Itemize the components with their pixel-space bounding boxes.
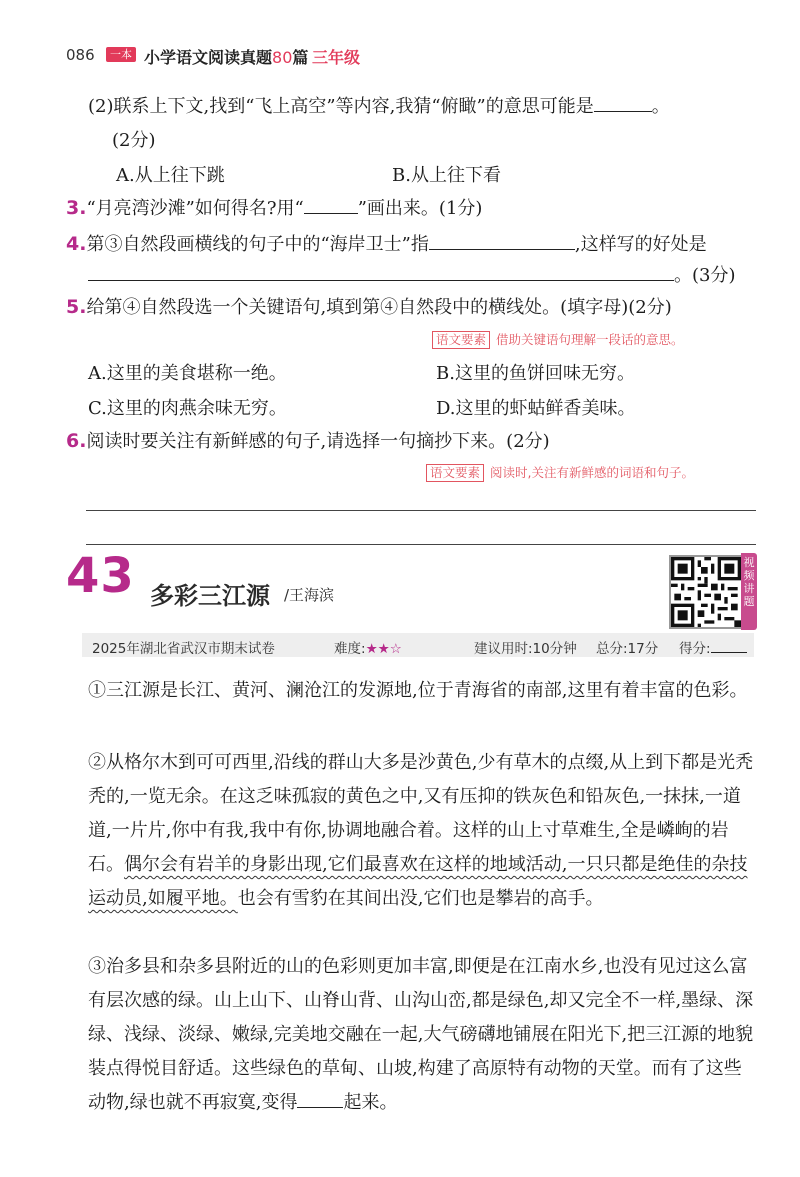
book-title-num: 80 bbox=[272, 48, 293, 67]
option-b: B.从上往下看 bbox=[392, 165, 501, 186]
skill-tag-label: 语文要素 bbox=[432, 331, 490, 349]
qr-code-icon[interactable] bbox=[669, 555, 743, 629]
question-number: 4. bbox=[66, 233, 87, 255]
skill-tag-text: 阅读时,关注有新鲜感的词语和句子。 bbox=[490, 465, 694, 480]
exam-source: 2025年湖北省武汉市期末试卷 bbox=[92, 641, 275, 657]
question-4-text-a: 第③自然段画横线的句子中的“海岸卫士”指 bbox=[86, 234, 429, 255]
question-4-end: 。(3分) bbox=[674, 265, 736, 286]
question-number: 5. bbox=[66, 296, 87, 318]
book-title-b: 篇 bbox=[292, 48, 309, 67]
option-b: B.这里的鱼饼回味无穷。 bbox=[436, 363, 635, 384]
paragraph-3 bbox=[88, 950, 758, 1120]
lesson-author: /王海滨 bbox=[284, 586, 335, 604]
question-6 bbox=[66, 427, 550, 453]
paragraph-1: ①三江源是长江、黄河、澜沧江的发源地,位于青海省的南部,这里有着丰富的色彩。 bbox=[88, 680, 748, 701]
paragraph-2-text-a: ②从格尔木到可可西里,沿线的群山大多是沙黄色,少有草木的点缀,从上到下都是光秃秃的,一览无余。在这乏味孤寂的黄色之中,又有压抑的铁灰色和铅灰色,一抹抹,一道道,一片片,你中有我,我中有你,协调地融合着。这样的山上寸草难生,全是嶙峋的岩石。 bbox=[88, 752, 754, 875]
paragraph-2-text-b: 也会有雪豹在其间出没,它们也是攀岩的高手。 bbox=[237, 888, 604, 909]
question-4-text-b: ,这样写的好处是 bbox=[574, 234, 707, 255]
option-a: A.从上往下跳 bbox=[116, 165, 225, 186]
question-number: 6. bbox=[66, 430, 87, 452]
underline-mark bbox=[304, 195, 358, 214]
suggested-time: 建议用时:10分钟 bbox=[474, 641, 577, 657]
option-a: A.这里的美食堪称一绝。 bbox=[88, 363, 287, 384]
paragraph-2 bbox=[88, 746, 758, 916]
answer-blank[interactable] bbox=[594, 93, 652, 112]
question-4 bbox=[66, 230, 707, 256]
answer-line[interactable] bbox=[86, 510, 756, 511]
answer-blank[interactable] bbox=[88, 262, 674, 281]
grade-label: 三年级 bbox=[312, 48, 361, 67]
page-number: 086 bbox=[66, 46, 95, 64]
book-title bbox=[144, 45, 308, 68]
question-6-text: 阅读时要关注有新鲜感的句子,请选择一句摘抄下来。(2分) bbox=[86, 431, 550, 452]
score-field bbox=[679, 637, 747, 657]
paragraph-3-text-b: 起来。 bbox=[343, 1092, 398, 1113]
difficulty-label: 难度: bbox=[334, 641, 366, 657]
question-number: 3. bbox=[66, 197, 87, 219]
lesson-number: 43 bbox=[66, 548, 135, 604]
question-3-text-b: ”画出来。(1分) bbox=[357, 198, 483, 219]
question-2-2-score: (2分) bbox=[112, 130, 156, 151]
skill-tag-text: 借助关键语句理解一段话的意思。 bbox=[496, 332, 684, 347]
question-3 bbox=[66, 194, 482, 220]
question-2-2-end: 。 bbox=[651, 96, 670, 117]
answer-line[interactable] bbox=[86, 544, 756, 545]
question-2-2 bbox=[88, 92, 670, 118]
question-2-2-text: (2)联系上下文,找到“飞上高空”等内容,我猜“俯瞰”的意思可能是 bbox=[88, 96, 594, 117]
total-score: 总分:17分 bbox=[596, 641, 659, 657]
option-d: D.这里的虾蛄鲜香美味。 bbox=[436, 398, 636, 419]
publisher-logo: 一本 bbox=[106, 47, 136, 62]
option-c: C.这里的肉燕余味无穷。 bbox=[88, 398, 287, 419]
difficulty bbox=[334, 637, 402, 657]
answer-blank[interactable] bbox=[429, 231, 575, 250]
answer-blank[interactable] bbox=[297, 1089, 343, 1108]
skill-tag-label: 语文要素 bbox=[426, 464, 484, 482]
wavy-underlined-sentence: 偶尔会有岩羊的身影出现,它们最喜欢在这样的地域活动,一只只都是绝佳的杂技运动员,如履平地。 bbox=[88, 854, 748, 909]
paragraph-3-text-a: ③治多县和杂多县附近的山的色彩则更加丰富,即便是在江南水乡,也没有见过这么富有层次感的绿。山上山下、山脊山背、山沟山峦,都是绿色,却又完全不一样,墨绿、深绿、浅绿、淡绿、嫩绿,完美地交融在一起,大气磅礴地铺展在阳光下,把三江源的地貌装点得悦目舒适。这些绿色的草甸、山坡,构建了高原特有动物的天堂。而有了这些动物,绿也就不再寂寞,变得 bbox=[88, 956, 754, 1113]
skill-tag bbox=[432, 330, 684, 349]
score-blank[interactable] bbox=[711, 639, 747, 653]
question-5 bbox=[66, 293, 672, 319]
video-tab[interactable]: 视频讲题 bbox=[741, 553, 757, 630]
book-title-a: 小学语文阅读真题 bbox=[144, 48, 273, 67]
question-3-text-a: “月亮湾沙滩”如何得名?用“ bbox=[86, 198, 304, 219]
question-4-line2 bbox=[88, 261, 736, 287]
question-5-text: 给第④自然段选一个关键语句,填到第④自然段中的横线处。(填字母)(2分) bbox=[86, 297, 672, 318]
star-icon: ★★☆ bbox=[365, 641, 402, 657]
lesson-title: 多彩三江源 bbox=[150, 582, 270, 610]
skill-tag bbox=[426, 463, 694, 482]
score-label: 得分: bbox=[679, 641, 711, 657]
